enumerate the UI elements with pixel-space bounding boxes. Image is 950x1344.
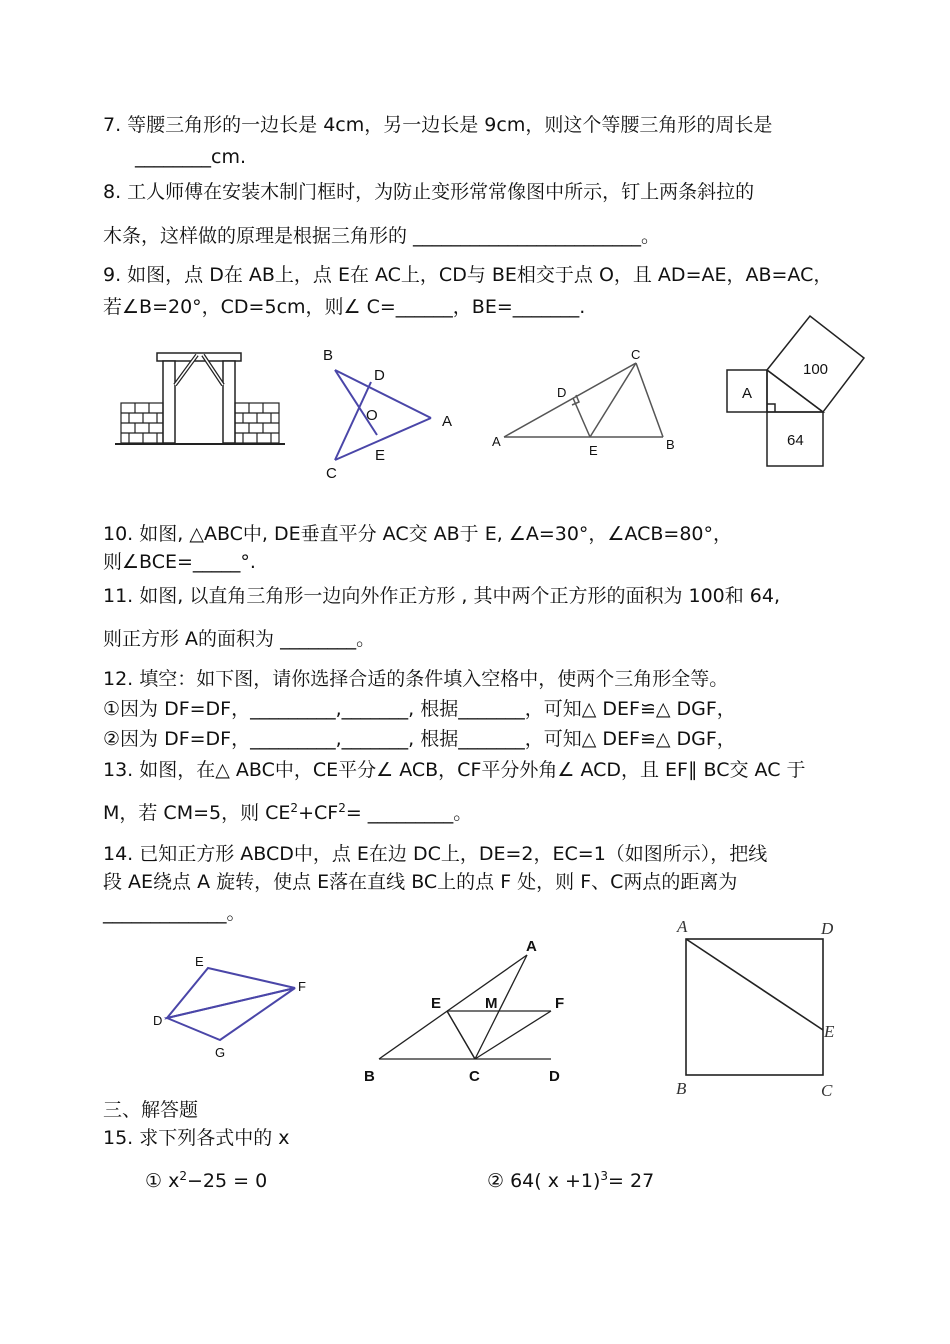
q13-line2: M，若 CM=5，则 CE2+CF2= _________。	[103, 800, 473, 824]
label-B: B	[323, 347, 334, 364]
q15-line1: 15. 求下列各式中的 x	[103, 1127, 290, 1149]
q15-eq2: ② 64( x +1)3= 27	[487, 1168, 655, 1192]
label-B: B	[364, 1068, 375, 1085]
label-64: 64	[787, 432, 804, 449]
q15-eq2-tail: = 27	[608, 1170, 655, 1192]
label-B: B	[676, 1079, 687, 1098]
label-C: C	[326, 465, 337, 482]
q12-figure	[150, 952, 320, 1067]
q12-line2: ①因为 DF=DF，_________,_______, 根据_______，可知△ DEF≌△ DGF，	[103, 698, 736, 720]
label-C: C	[631, 347, 641, 362]
q11-figure	[720, 312, 870, 472]
label-F: F	[555, 995, 565, 1012]
label-E: E	[589, 443, 598, 458]
q7-line1: 7. 等腰三角形的一边长是 4cm，另一边长是 9cm，则这个等腰三角形的周长是	[103, 114, 773, 136]
label-G: G	[215, 1045, 226, 1060]
q13-text-b: +CF	[298, 802, 339, 824]
q9-line2: 若∠B=20°，CD=5cm，则∠ C=______，BE=_______.	[103, 296, 586, 318]
label-100: 100	[803, 361, 829, 378]
q9-line1: 9. 如图，点 D在 AB上，点 E在 AC上，CD与 BE相交于点 O，且 AD=AE，AB=AC，	[103, 264, 833, 286]
q8-line1: 8. 工人师傅在安装木制门框时，为防止变形常常像图中所示，钉上两条斜拉的	[103, 181, 755, 203]
section-title: 三、解答题	[103, 1099, 199, 1121]
label-B: B	[666, 437, 675, 452]
label-A: A	[442, 413, 453, 430]
door-frame-figure	[115, 345, 285, 455]
label-A: A	[742, 385, 753, 402]
q14-line1: 14. 已知正方形 ABCD中，点 E在边 DC上，DE=2，EC=1（如图所示），把线	[103, 843, 768, 865]
q14-line3: _____________。	[103, 902, 246, 924]
q11-line1: 11. 如图, 以直角三角形一边向外作正方形 , 其中两个正方形的面积为 100和 64,	[103, 585, 781, 607]
label-D: D	[153, 1013, 163, 1028]
q13-line1: 13. 如图，在△ ABC中，CE平分∠ ACB，CF平分外角∠ ACD，且 EF∥ BC交 AC 于	[103, 759, 806, 781]
q10-figure	[488, 345, 688, 460]
q9-figure	[315, 340, 465, 490]
label-C: C	[469, 1068, 480, 1085]
label-D: D	[549, 1068, 560, 1085]
label-E: E	[195, 954, 204, 969]
q15-eq1-tail: −25 = 0	[186, 1170, 268, 1192]
q14-figure	[665, 912, 845, 1102]
q10-line2: 则∠BCE=_____°.	[103, 551, 256, 573]
q14-line2: 段 AE绕点 A 旋转，使点 E落在直线 BC上的点 F 处，则 F、C两点的距离为	[103, 871, 738, 893]
q12-line1: 12. 填空：如下图，请你选择合适的条件填入空格中，使两个三角形全等。	[103, 668, 729, 690]
label-C: C	[821, 1081, 833, 1100]
q10-line1: 10. 如图, △ABC中, DE垂直平分 AC交 AB于 E, ∠A=30°，∠ACB=80°，	[103, 523, 733, 545]
label-A: A	[677, 917, 688, 936]
q15-eq2-text: ② 64( x +1)	[487, 1170, 601, 1192]
q7-line2: ________cm.	[135, 146, 246, 168]
q13-text-a: M，若 CM=5，则 CE	[103, 802, 291, 824]
label-A: A	[526, 938, 537, 955]
label-D: D	[821, 919, 834, 938]
q8-line2: 木条，这样做的原理是根据三角形的 ________________________。	[103, 225, 661, 247]
label-F: F	[298, 979, 306, 994]
q15-eq1-text: ① x	[145, 1170, 180, 1192]
label-E: E	[431, 995, 442, 1012]
label-E: E	[824, 1022, 835, 1041]
label-M: M	[485, 995, 498, 1012]
q13-figure	[355, 935, 585, 1090]
q13-text-c: = _________。	[345, 802, 473, 824]
label-D: D	[374, 367, 385, 384]
label-D: D	[557, 385, 567, 400]
label-E: E	[375, 447, 386, 464]
label-O: O	[366, 407, 378, 424]
q12-line3: ②因为 DF=DF，_________,_______, 根据_______，可知△ DEF≌△ DGF，	[103, 728, 736, 750]
q11-line2: 则正方形 A的面积为 ________。	[103, 628, 376, 650]
label-A: A	[492, 434, 501, 449]
q15-eq1: ① x2−25 = 0	[145, 1168, 268, 1192]
